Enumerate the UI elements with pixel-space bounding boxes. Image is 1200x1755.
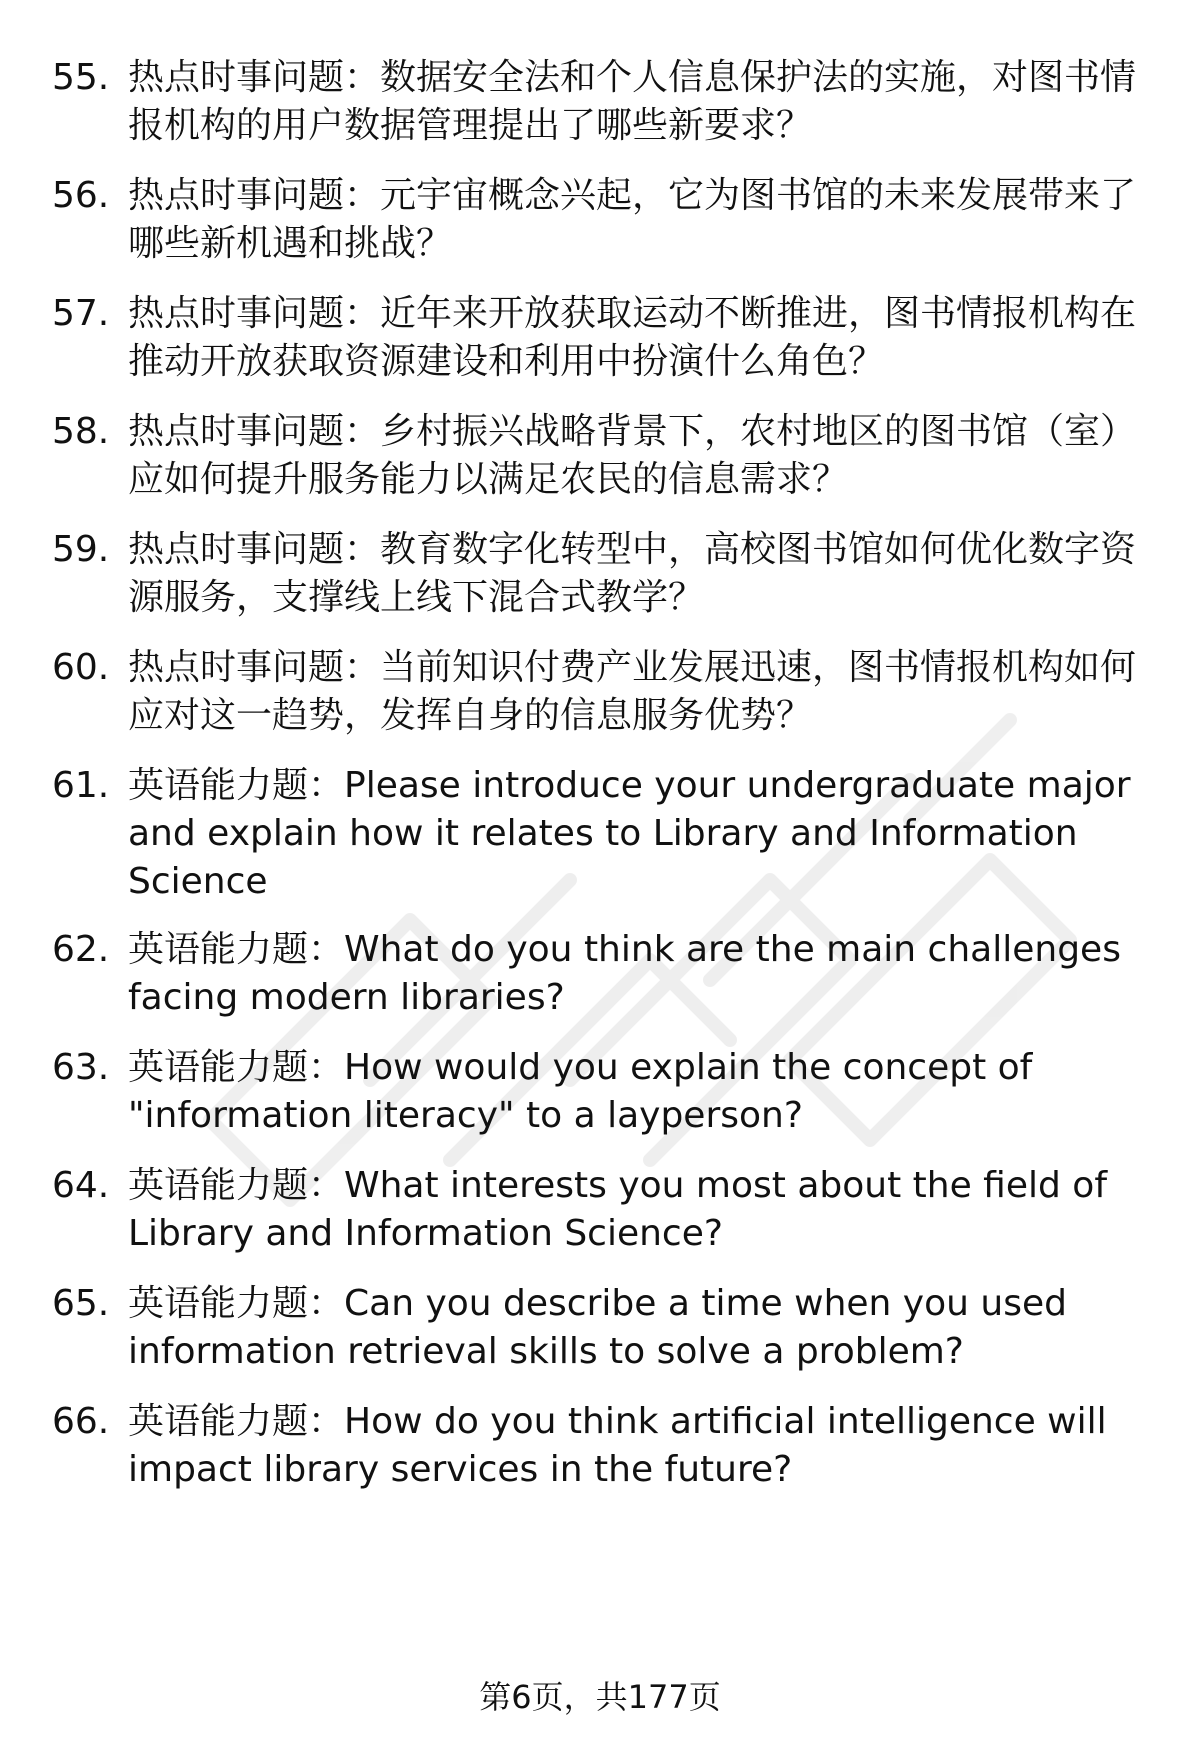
question-text: 英语能力题：How do you think artificial intelligence will impact library services in the future? — [128, 1401, 1107, 1490]
question-text: 英语能力题：What do you think are the main challenges facing modern libraries? — [128, 929, 1121, 1018]
question-number: 63. — [52, 1047, 110, 1088]
question-text: 英语能力题：How would you explain the concept of "information literacy" to a layperson? — [128, 1047, 1033, 1136]
page-footer: 第6页，共177页 — [479, 1678, 721, 1716]
question-number: 58. — [52, 411, 110, 452]
question-number: 61. — [52, 765, 110, 806]
question-text: 热点时事问题：元宇宙概念兴起，它为图书馆的未来发展带来了哪些新机遇和挑战？ — [128, 175, 1137, 264]
question-number: 62. — [52, 929, 110, 970]
question-text: 英语能力题：Can you describe a time when you used information retrieval skills to solve a problem? — [128, 1283, 1067, 1372]
question-text: 热点时事问题：数据安全法和个人信息保护法的实施，对图书情报机构的用户数据管理提出了哪些新要求？ — [128, 57, 1137, 146]
question-text: 英语能力题：Please introduce your undergraduate major and explain how it relates to Library and Information Science — [128, 765, 1131, 902]
question-number: 65. — [52, 1283, 110, 1324]
question-number: 59. — [52, 529, 110, 570]
question-number: 56. — [52, 175, 110, 216]
question-number: 57. — [52, 293, 110, 334]
question-number: 55. — [52, 57, 110, 98]
question-number: 64. — [52, 1165, 110, 1206]
question-text: 热点时事问题：近年来开放获取运动不断推进，图书情报机构在推动开放获取资源建设和利用中扮演什么角色？ — [128, 293, 1137, 382]
question-text: 英语能力题：What interests you most about the field of Library and Information Science? — [128, 1165, 1107, 1254]
question-number: 66. — [52, 1401, 110, 1442]
question-text: 热点时事问题：当前知识付费产业发展迅速，图书情报机构如何应对这一趋势，发挥自身的信息服务优势？ — [128, 647, 1137, 736]
question-number: 60. — [52, 647, 110, 688]
question-text: 热点时事问题：乡村振兴战略背景下，农村地区的图书馆（室）应如何提升服务能力以满足农民的信息需求？ — [128, 411, 1137, 500]
question-text: 热点时事问题：教育数字化转型中，高校图书馆如何优化数字资源服务，支撑线上线下混合式教学？ — [128, 529, 1137, 618]
